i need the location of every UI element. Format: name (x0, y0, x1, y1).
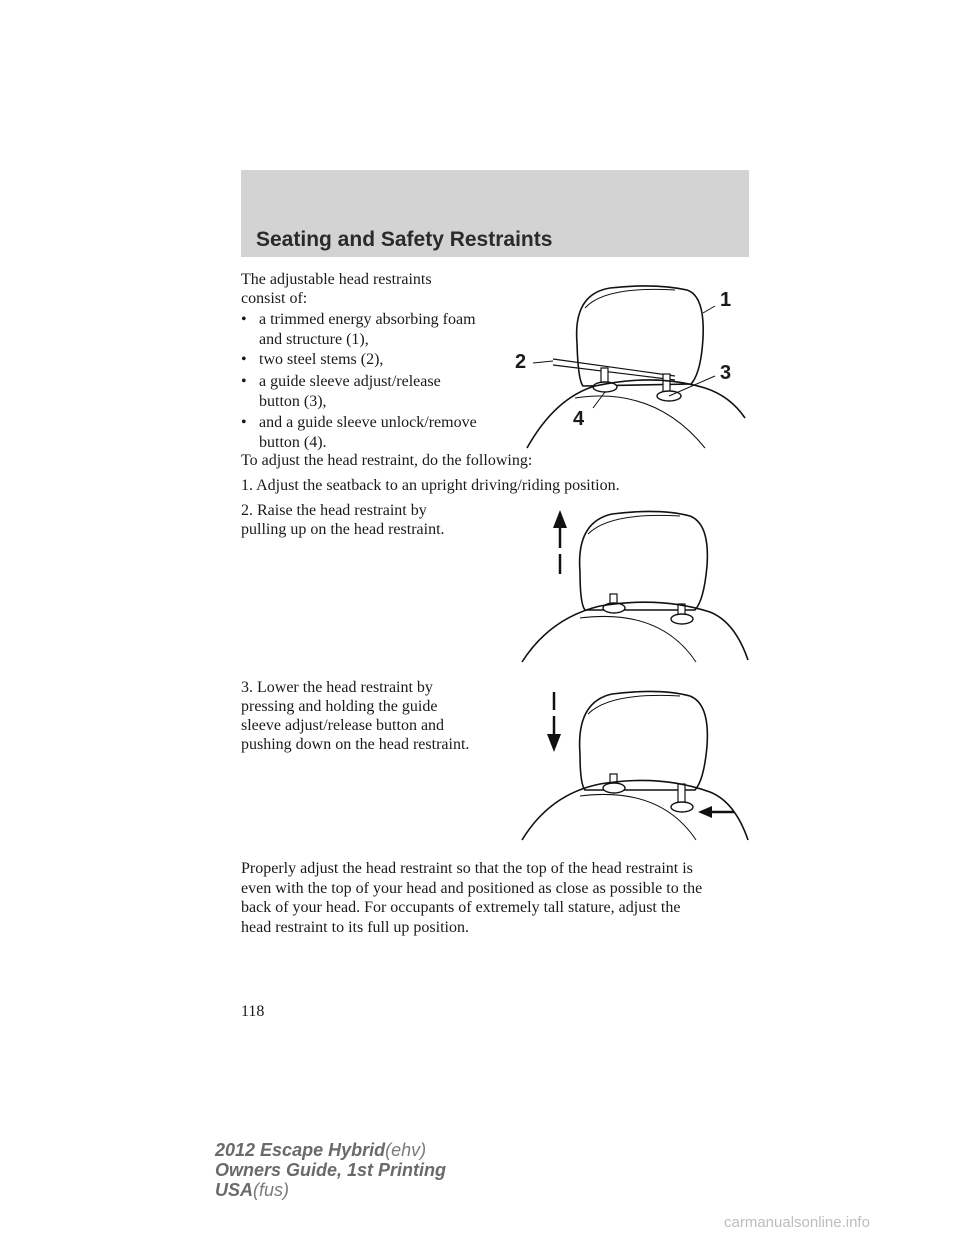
intro-line-2: consist of: (241, 290, 308, 307)
closing-line-1: Properly adjust the head restraint so that the top of the head restraint is (241, 860, 693, 877)
footer-model-code: (ehv) (385, 1140, 427, 1160)
step-3-line-1: 3. Lower the head restraint by (241, 679, 433, 696)
callout-2: 2 (515, 351, 527, 373)
step-1: 1. Adjust the seatback to an upright driving/riding position. (241, 477, 620, 494)
lower-head-restraint-figure (520, 682, 750, 842)
callout-3: 3 (720, 362, 732, 384)
footer-model: 2012 Escape Hybrid (215, 1140, 386, 1160)
step-3-line-2: pressing and holding the guide (241, 698, 438, 715)
footer-region-code: (fus) (253, 1180, 290, 1200)
bullet-text: a guide sleeve adjust/release button (3), (259, 373, 441, 410)
step-3-line-4: pushing down on the head restraint. (241, 736, 470, 753)
closing-paragraph (241, 859, 702, 937)
bullet-text: a trimmed energy absorbing foam and structure (1), (259, 311, 476, 348)
step-2-line-2: pulling up on the head restraint. (241, 521, 445, 538)
footer-print-info (215, 1140, 446, 1200)
bullet-text: two steel stems (2), (259, 351, 384, 368)
intro-line-1: The adjustable head restraints (241, 271, 432, 288)
closing-line-4: head restraint to its full up position. (241, 918, 469, 936)
bullet-dot: • (241, 373, 247, 390)
closing-line-3: back of your head. For occupants of extremely tall stature, adjust the (241, 899, 681, 916)
footer-guide: Owners Guide, 1st Printing (215, 1160, 447, 1180)
step-3-line-3: sleeve adjust/release button and (241, 717, 445, 734)
callout-4: 4 (573, 408, 585, 430)
step-2-line-1: 2. Raise the head restraint by (241, 502, 427, 519)
bullet-dot: • (241, 351, 247, 368)
bullet-dot: • (241, 414, 247, 431)
head-restraint-parts-figure (515, 268, 755, 453)
bullet-dot: • (241, 311, 247, 328)
raise-head-restraint-figure (520, 500, 750, 665)
footer-region: USA (215, 1180, 254, 1200)
bullet-text: and a guide sleeve unlock/remove button (4). (259, 414, 477, 451)
steps-intro: To adjust the head restraint, do the following: (241, 452, 533, 469)
callout-1: 1 (720, 289, 732, 311)
page-number: 118 (241, 1003, 265, 1020)
closing-line-2: even with the top of your head and positioned as close as possible to the (241, 879, 703, 897)
section-title: Seating and Safety Restraints (256, 228, 553, 251)
watermark: carmanualsonline.info (724, 1214, 870, 1231)
